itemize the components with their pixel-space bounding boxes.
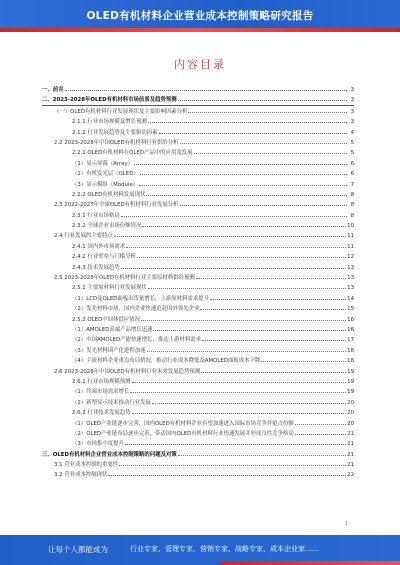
toc-entry-text: 2.5 2023-2028年OLED有机材料行业主要原材料供给预测 [54, 275, 195, 282]
toc-entry-page: 15 [347, 306, 354, 313]
toc-leader-dots [140, 168, 347, 175]
toc-leader-dots [119, 459, 346, 466]
toc-leader-dots [65, 84, 347, 91]
toc-entry[interactable] [42, 438, 354, 448]
toc-entry-text: 2.4.2 行业壁垒与门槛分析 [72, 254, 136, 261]
toc-entry[interactable] [42, 386, 354, 396]
toc-entry-page: 20 [347, 420, 354, 427]
toc-entry[interactable] [42, 366, 354, 376]
toc-entry[interactable] [42, 84, 354, 94]
toc-entry[interactable] [42, 418, 354, 428]
toc-leader-dots [194, 147, 347, 154]
toc-entry-text: 一、前言 [42, 87, 64, 93]
toc-entry-text: 3.2 营业成本控制现状 [54, 472, 108, 479]
toc-entry[interactable] [42, 355, 354, 365]
toc-leader-dots [295, 418, 346, 425]
toc-leader-dots [202, 334, 346, 341]
toc-leader-dots [141, 314, 346, 321]
toc-entry[interactable] [42, 345, 354, 355]
toc-entry-text: 2.5.2 OLED中间体供应情况 [72, 316, 140, 323]
toc-entry-page: 6 [350, 160, 354, 167]
toc-entry-text: 2.5.1 主要原材料行业发展现状 [72, 285, 147, 292]
toc-heading: 内容目录 [174, 58, 226, 71]
toc-entry[interactable] [42, 314, 354, 324]
toc-entry-text: （2）新型显示技术推动行业发展 [72, 399, 151, 406]
toc-leader-dots [261, 355, 346, 362]
toc-entry-text: （2）有机发光层（OLED） [72, 171, 139, 178]
toc-entry-page: 21 [347, 462, 354, 469]
report-footer [0, 535, 400, 565]
toc-entry-text: （3）市场集中度提升 [72, 441, 124, 448]
toc-entry[interactable] [42, 189, 354, 199]
toc-leader-dots [148, 282, 346, 289]
toc-entry-page: 13 [347, 275, 354, 282]
toc-leader-dots [130, 386, 346, 393]
toc-entry-page: 16 [347, 326, 354, 333]
toc-leader-dots [180, 199, 347, 206]
toc-leader-dots [125, 438, 346, 445]
toc-entry-page: 13 [347, 264, 354, 271]
toc-entry-text: 2.4.1 国内外市场需求 [72, 243, 126, 250]
footer-accent-stripe [220, 561, 400, 565]
toc-entry[interactable] [42, 449, 354, 459]
toc-entry-page: 14 [347, 295, 354, 302]
toc-entry[interactable] [42, 147, 354, 157]
toc-entry[interactable] [42, 334, 354, 344]
toc-entry[interactable] [42, 376, 354, 386]
toc-leader-dots [159, 127, 347, 134]
toc-leader-dots [295, 428, 346, 435]
toc-entry-page: 18 [347, 358, 354, 365]
toc-entry-text: （3）发光材料国产化进程加速 [72, 347, 146, 354]
toc-entry[interactable] [42, 407, 354, 417]
toc-entry[interactable] [42, 179, 354, 189]
toc-entry-text: 2.4.3 技术发展趋势 [72, 264, 120, 271]
toc-entry-text: 三、OLED有机材料企业营业成本控制策略的问题及对策 [42, 451, 177, 458]
toc-entry[interactable] [42, 282, 354, 292]
toc-entry-page: 8 [350, 191, 354, 198]
toc-entry-page: 3 [350, 119, 354, 126]
toc-entry-text: 2.3 2022-2027年全球OLED有机材料行业发展分析 [54, 202, 179, 209]
toc-entry-page: 21 [347, 441, 354, 448]
toc-entry[interactable] [42, 168, 354, 178]
toc-leader-dots [188, 106, 347, 113]
toc-leader-dots [132, 376, 347, 383]
toc-entry-text: （1）AMOLED高端产品增长迅速 [72, 326, 153, 333]
toc-entry-page: 11 [347, 233, 354, 240]
page-number: 1 [344, 521, 348, 527]
toc-entry-page: 3 [350, 108, 354, 115]
toc-leader-dots [178, 94, 347, 101]
footer-tagline: 行业专家、管理专家、营销专家、战略专家、成本企业家…… [130, 545, 319, 553]
toc-entry-page: 5 [350, 139, 354, 146]
toc-entry-text: （一）OLED有机材料行业发展现状及主要影响因素分析 [54, 108, 188, 115]
toc-leader-dots [126, 241, 346, 248]
toc-entry[interactable] [42, 230, 354, 240]
toc-entry[interactable] [42, 199, 354, 209]
header-accent-stripe [0, 28, 400, 32]
toc-entry[interactable] [42, 293, 354, 303]
toc-leader-dots [139, 179, 347, 186]
toc-entry-text: （2）发光材料市场，国内企业快速追赶国外领先企业 [72, 306, 200, 313]
toc-entry-text: 2.6.2 行业技术发展趋势 [72, 410, 131, 417]
toc-leader-dots [152, 397, 346, 404]
toc-entry-text: 2.2 2023-2028年中国OLED有机材料行业供给分析 [54, 139, 179, 146]
toc-entry-text: 2.4 行业发展的主要特点 [54, 233, 113, 240]
toc-entry-text: 二、2023-2028年OLED有机材料市场前景及趋势预测 [42, 97, 177, 104]
toc-entry-text: 2.6 2023-2028年中国OLED有机材料行业未来发展趋势预测 [54, 368, 201, 375]
toc-leader-dots [180, 137, 347, 144]
toc-entry[interactable] [42, 116, 354, 126]
toc-entry-page: 10 [347, 223, 354, 230]
toc-entry-page: 21 [347, 430, 354, 437]
table-of-contents [42, 84, 354, 480]
toc-entry[interactable] [42, 210, 354, 220]
toc-entry-page: 19 [347, 368, 354, 375]
toc-entry-page: 13 [347, 285, 354, 292]
toc-entry[interactable] [42, 106, 354, 116]
toc-entry[interactable] [42, 303, 354, 313]
toc-entry-text: 3.1 营业成本控制的重要性 [54, 462, 119, 469]
toc-leader-dots [142, 220, 346, 227]
toc-entry[interactable] [42, 127, 354, 137]
toc-entry-page: 8 [350, 212, 354, 219]
toc-entry-text: （1）终端市场需求增长 [72, 389, 130, 396]
toc-entry-text: 2.2.2 OLED有机材料发展现状 [72, 191, 146, 198]
toc-entry-page: 11 [347, 243, 354, 250]
toc-entry-text: 2.3.2 全球企业市场份额情况 [72, 223, 142, 230]
toc-entry-page: 3 [350, 97, 354, 104]
toc-entry-text: 2.1.2 行业发展趋势及主要驱动因素 [72, 129, 158, 136]
toc-entry[interactable] [42, 459, 354, 469]
toc-entry-page: 20 [347, 399, 354, 406]
toc-entry-text: 2.3.1 行业市场格局 [72, 212, 120, 219]
toc-entry[interactable] [42, 428, 354, 438]
toc-entry-page: 6 [350, 171, 354, 178]
toc-leader-dots [210, 293, 346, 300]
toc-entry-page: 19 [347, 378, 354, 385]
toc-leader-dots [132, 407, 347, 414]
toc-entry-text: （1）LCD及OLED面板出货量增长，上游原材料需求提升 [72, 295, 209, 302]
toc-entry[interactable] [42, 251, 354, 261]
toc-leader-dots [178, 449, 346, 456]
toc-entry[interactable] [42, 469, 354, 479]
toc-entry-page: 22 [347, 472, 354, 479]
toc-leader-dots [201, 366, 346, 373]
toc-entry-page: 12 [347, 254, 354, 261]
toc-entry-text: （2）中国AMOLED产能快速增长，推动上游材料需求 [72, 337, 201, 344]
toc-entry-text: （1）OLED产业链逐步完善，国内OLED有机材料企业有望加速进入国际市场竞争并抢占份额 [72, 420, 294, 427]
toc-leader-dots [114, 230, 346, 237]
toc-entry-text: （2）OLED产业链布局逐步完善，带动国内OLED有机材料行业快速发展并形成良性竞争格局 [72, 430, 294, 437]
toc-leader-dots [200, 303, 346, 310]
toc-entry-text: （3）显示模组（Module） [72, 181, 139, 188]
toc-leader-dots [121, 262, 346, 269]
report-header [0, 0, 400, 32]
toc-entry[interactable] [42, 397, 354, 407]
toc-entry-text: 2.6.1 行业市场规模预测 [72, 378, 131, 385]
toc-entry-page: 3 [350, 87, 354, 93]
toc-leader-dots [153, 324, 346, 331]
toc-entry[interactable] [42, 262, 354, 272]
toc-entry-text: 2.2.1 OLED有机材料在OLED产品中的应用及发展 [72, 150, 193, 157]
toc-leader-dots [196, 272, 346, 279]
toc-entry-page: 7 [350, 181, 354, 188]
toc-entry-text: （4）主流材料企业重点布局情况，推动行业成本降低及AMOLED面板成本下降 [72, 358, 261, 365]
toc-leader-dots [147, 345, 347, 352]
toc-leader-dots [146, 189, 347, 196]
toc-entry[interactable] [42, 241, 354, 251]
toc-entry-page: 20 [347, 410, 354, 417]
report-title: OLED有机材料企业营业成本控制策略研究报告 [86, 10, 314, 22]
toc-entry-page: 17 [347, 337, 354, 344]
toc-entry[interactable] [42, 220, 354, 230]
toc-entry-page: 5 [350, 150, 354, 157]
toc-leader-dots [121, 210, 347, 217]
toc-entry-page: 21 [347, 451, 354, 458]
toc-entry-text: 2.1.1 行业市场规模及增长预测 [72, 119, 147, 126]
toc-entry-page: 16 [347, 316, 354, 323]
toc-entry[interactable] [42, 324, 354, 334]
toc-entry[interactable] [42, 94, 354, 105]
toc-entry[interactable] [42, 272, 354, 282]
toc-leader-dots [108, 469, 346, 476]
toc-leader-dots [148, 116, 347, 123]
footer-slogan: 让每个人都能成为 [48, 545, 108, 554]
toc-leader-dots [134, 158, 347, 165]
toc-entry-page: 8 [350, 202, 354, 209]
toc-entry-text: （1）显示屏幕（Array） [72, 160, 134, 167]
toc-entry-page: 4 [350, 129, 354, 136]
toc-leader-dots [137, 251, 346, 258]
toc-entry[interactable] [42, 137, 354, 147]
toc-entry[interactable] [42, 158, 354, 168]
toc-entry-page: 18 [347, 347, 354, 354]
toc-entry-page: 19 [347, 389, 354, 396]
